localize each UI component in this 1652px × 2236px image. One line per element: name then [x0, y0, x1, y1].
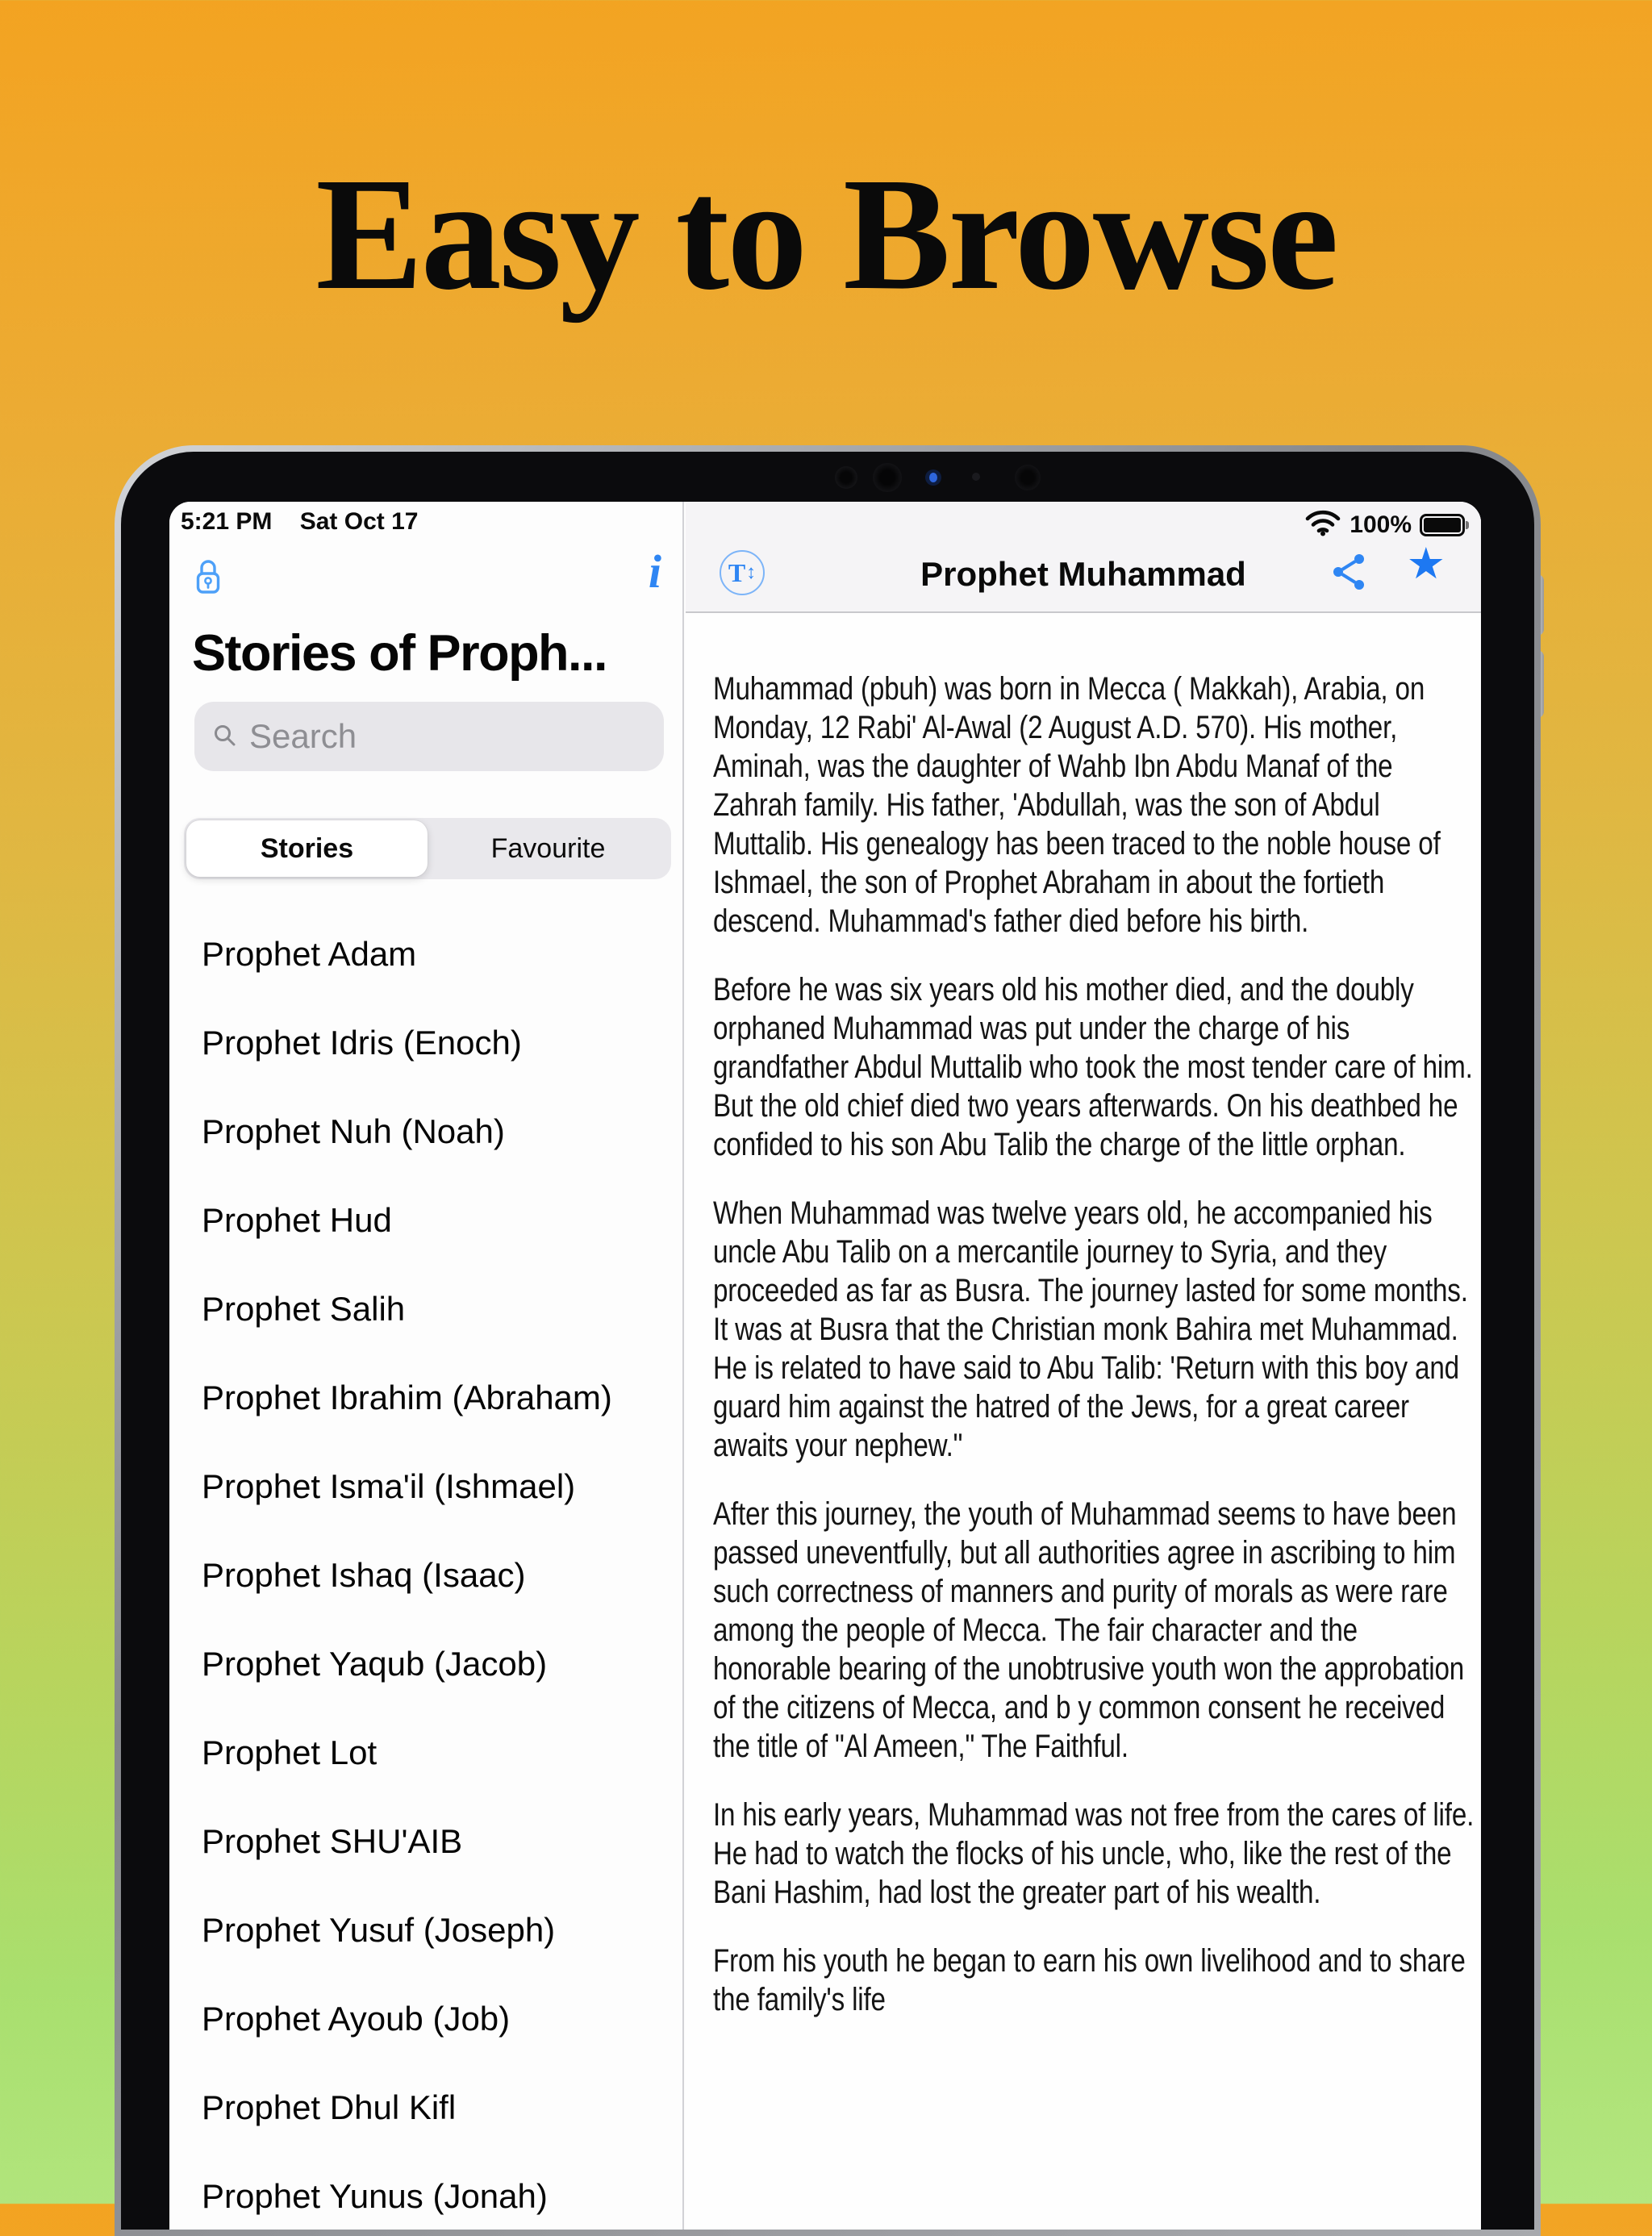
tab-favourite[interactable]: Favourite [490, 832, 606, 864]
tab-segmented-control [184, 818, 671, 879]
search-icon [212, 723, 236, 751]
search-input[interactable] [248, 716, 646, 757]
status-date: Sat Oct 17 [299, 508, 419, 535]
article-paragraph: Before he was six years old his mother died, and the doubly orphaned Muhammad was put under the charge of his grandfather Abdul Muttalib who took the most tender care of him. But the old chief died two years afterwards. On his deathbed he confided to his son Abu Talib the charge of the little orphan. [713, 972, 1473, 1162]
article-paragraph: When Muhammad was twelve years old, he accompanied his uncle Abu Talib on a mercantile journey to Syria, and they proceeded as far as Busra. The journey lasted for some months. It was at Busra that the Christian monk Bahira met Muhammad. He is related to have said to Abu Talib: 'Return with this boy and guard him against the hatred of the Jews, for a great career awaits your nephew." [713, 1195, 1468, 1463]
lock-icon[interactable] [195, 557, 221, 599]
share-icon[interactable] [1329, 552, 1370, 596]
ipad-bezel [121, 452, 1534, 2230]
list-item[interactable]: Prophet SHU'AIB [202, 1822, 463, 1860]
list-item[interactable]: Prophet Nuh (Noah) [202, 1112, 505, 1150]
info-icon[interactable]: i [648, 545, 661, 598]
article-paragraph: In his early years, Muhammad was not free from the cares of life. He had to watch the flocks of his uncle, who, like the rest of the Bani Hashim, had lost the greater part of his wealth. [713, 1797, 1475, 1910]
list-item[interactable]: Prophet Idris (Enoch) [202, 1024, 522, 1062]
ipad-mockup [115, 445, 1541, 2236]
list-item[interactable]: Prophet Isma'il (Ishmael) [202, 1467, 576, 1505]
wifi-icon [1304, 508, 1341, 541]
content-header [686, 502, 1481, 613]
status-bar-left [181, 508, 418, 536]
battery-percent: 100% [1350, 511, 1412, 538]
list-item[interactable]: Prophet Salih [202, 1290, 406, 1328]
camera-sensor-icon [972, 473, 980, 481]
article-body [713, 670, 1476, 2049]
list-item[interactable]: Prophet Ayoub (Job) [202, 2000, 511, 2038]
list-item[interactable]: Prophet Dhul Kifl [202, 2088, 457, 2126]
list-item[interactable]: Prophet Yusuf (Joseph) [202, 1911, 556, 1949]
tab-stories[interactable]: Stories [186, 820, 428, 877]
front-camera-icon [1015, 465, 1041, 490]
clipped-paragraph: From his youth he began to earn his own livelihood and to share the family's life [713, 1943, 1466, 2017]
page-title: Easy to Browse [315, 145, 1337, 323]
article-paragraph: After this journey, the youth of Muhammad seems to have been passed uneventfully, but all authorities agree in ascribing to him such correctness of manners and purity of morals as were rare among the people of Mecca. The fair character and the honorable bearing of the unobtrusive youth won the approbation of the citizens of Mecca, and b y common consent he received the title of "Al Ameen," The Faithful. [713, 1496, 1465, 1764]
list-item[interactable]: Prophet Hud [202, 1201, 392, 1239]
list-item[interactable]: Prophet Yaqub (Jacob) [202, 1645, 548, 1683]
list-item[interactable]: Prophet Ibrahim (Abraham) [202, 1379, 612, 1416]
sidebar [169, 502, 684, 2230]
front-camera-icon [835, 466, 857, 489]
prophet-list [169, 910, 682, 2230]
content-pane [686, 502, 1481, 2230]
article-paragraph: Muhammad (pbuh) was born in Mecca ( Makkah), Arabia, on Monday, 12 Rabi' Al-Awal (2 August A.D. 570). His mother, Aminah, was the daughter of Wahb Ibn Abdu Manaf of the Zahrah family. His father, 'Abdullah, was the son of Abdul Muttalib. His genealogy has been traced to the noble house of Ishmael, the son of Prophet Abraham in about the fortieth descend. Muhammad's father died before his birth. [713, 671, 1441, 939]
list-item[interactable]: Prophet Lot [202, 1733, 378, 1771]
front-camera-icon [873, 463, 902, 492]
content-title: Prophet Muhammad [920, 555, 1246, 593]
search-bar[interactable] [194, 702, 664, 771]
status-time: 5:21 PM [181, 508, 273, 535]
star-icon[interactable]: ★ [1406, 540, 1446, 588]
text-size-icon[interactable]: T ↕ [720, 550, 765, 595]
app-title: Stories of Proph... [192, 625, 607, 682]
list-item[interactable]: Prophet Adam [202, 935, 417, 973]
status-bar-right [1304, 508, 1465, 541]
battery-full-icon [1420, 514, 1465, 536]
camera-sensor-icon [925, 469, 941, 486]
list-item[interactable]: Prophet Ishaq (Isaac) [202, 1556, 526, 1594]
app-screen [169, 502, 1481, 2230]
list-item[interactable]: Prophet Yunus (Jonah) [202, 2177, 548, 2215]
